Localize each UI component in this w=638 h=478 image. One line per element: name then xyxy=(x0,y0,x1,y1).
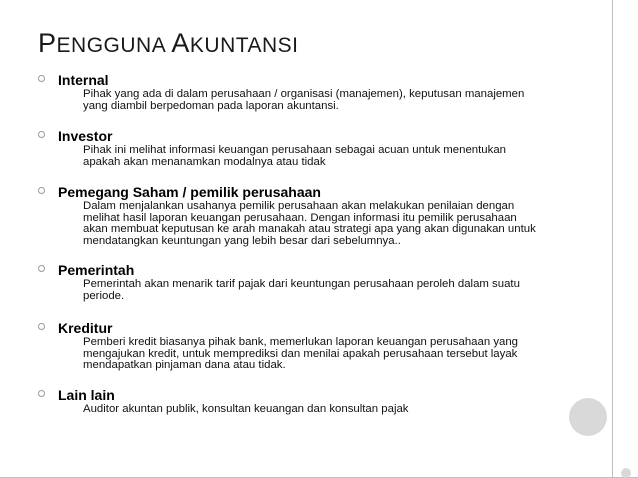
item-description xyxy=(83,404,563,416)
bullet-circle-icon xyxy=(38,265,45,272)
description-line: apakah akan menanamkan modalnya atau tidak xyxy=(83,155,326,168)
item-description xyxy=(83,279,563,302)
description-line: Dalam menjalankan usahanya pemilik perusahaan akan melakukan penilaian dengan xyxy=(83,200,515,212)
description-line: mendatangkan keuntungan yang lebih besar dari sebelumnya.. xyxy=(83,234,401,247)
description-line: mendapatkan pinjaman dana atau tidak. xyxy=(83,359,286,372)
right-divider xyxy=(612,0,613,478)
item-heading: Internal xyxy=(58,72,109,88)
title-part: KUNTANSI xyxy=(189,34,299,57)
item-description xyxy=(83,337,563,372)
description-line: yang diambil berpedoman pada laporan akuntansi. xyxy=(83,99,339,112)
description-line: periode. xyxy=(83,289,125,302)
bullet-circle-icon xyxy=(38,323,45,330)
bullet-circle-icon xyxy=(38,390,45,397)
description-line: Pihak yang ada di dalam perusahaan / organisasi (manajemen), keputusan manajemen xyxy=(83,88,525,100)
decorative-circle-large xyxy=(569,398,607,436)
item-heading: Pemegang Saham / pemilik perusahaan xyxy=(58,184,321,200)
item-description xyxy=(83,201,563,247)
slide-title xyxy=(38,28,299,61)
bullet-circle-icon xyxy=(38,131,45,138)
item-heading: Kreditur xyxy=(58,320,113,336)
item-heading: Investor xyxy=(58,128,113,144)
title-part: A xyxy=(171,28,190,58)
item-heading: Lain lain xyxy=(58,387,115,403)
description-line: Pemerintah akan menarik tarif pajak dari keuntungan perusahaan peroleh dalam suatu xyxy=(83,278,520,290)
description-line: mengajukan kredit, untuk memprediksi dan menilai apakah perusahaan tersebut layak xyxy=(83,347,518,360)
item-description xyxy=(83,89,563,112)
title-part: ENGGUNA xyxy=(56,34,172,57)
description-line: Auditor akuntan publik, konsultan keuangan dan konsultan pajak xyxy=(83,403,409,415)
description-line: akan membuat keputusan ke arah manakah atau strategi apa yang akan digunakan untuk xyxy=(83,223,536,236)
title-part: P xyxy=(38,28,57,58)
description-line: Pihak ini melihat informasi keuangan perusahaan sebagai acuan untuk menentukan xyxy=(83,144,506,156)
bullet-circle-icon xyxy=(38,75,45,82)
description-line: Pemberi kredit biasanya pihak bank, memerlukan laporan keuangan perusahaan yang xyxy=(83,336,519,348)
item-heading: Pemerintah xyxy=(58,262,135,278)
bullet-circle-icon xyxy=(38,187,45,194)
decorative-circle-small xyxy=(621,468,631,478)
description-line: melihat hasil laporan keuangan perusahaan. Dengan informasi itu pemilik perusahaan xyxy=(83,211,517,224)
item-description xyxy=(83,145,563,168)
